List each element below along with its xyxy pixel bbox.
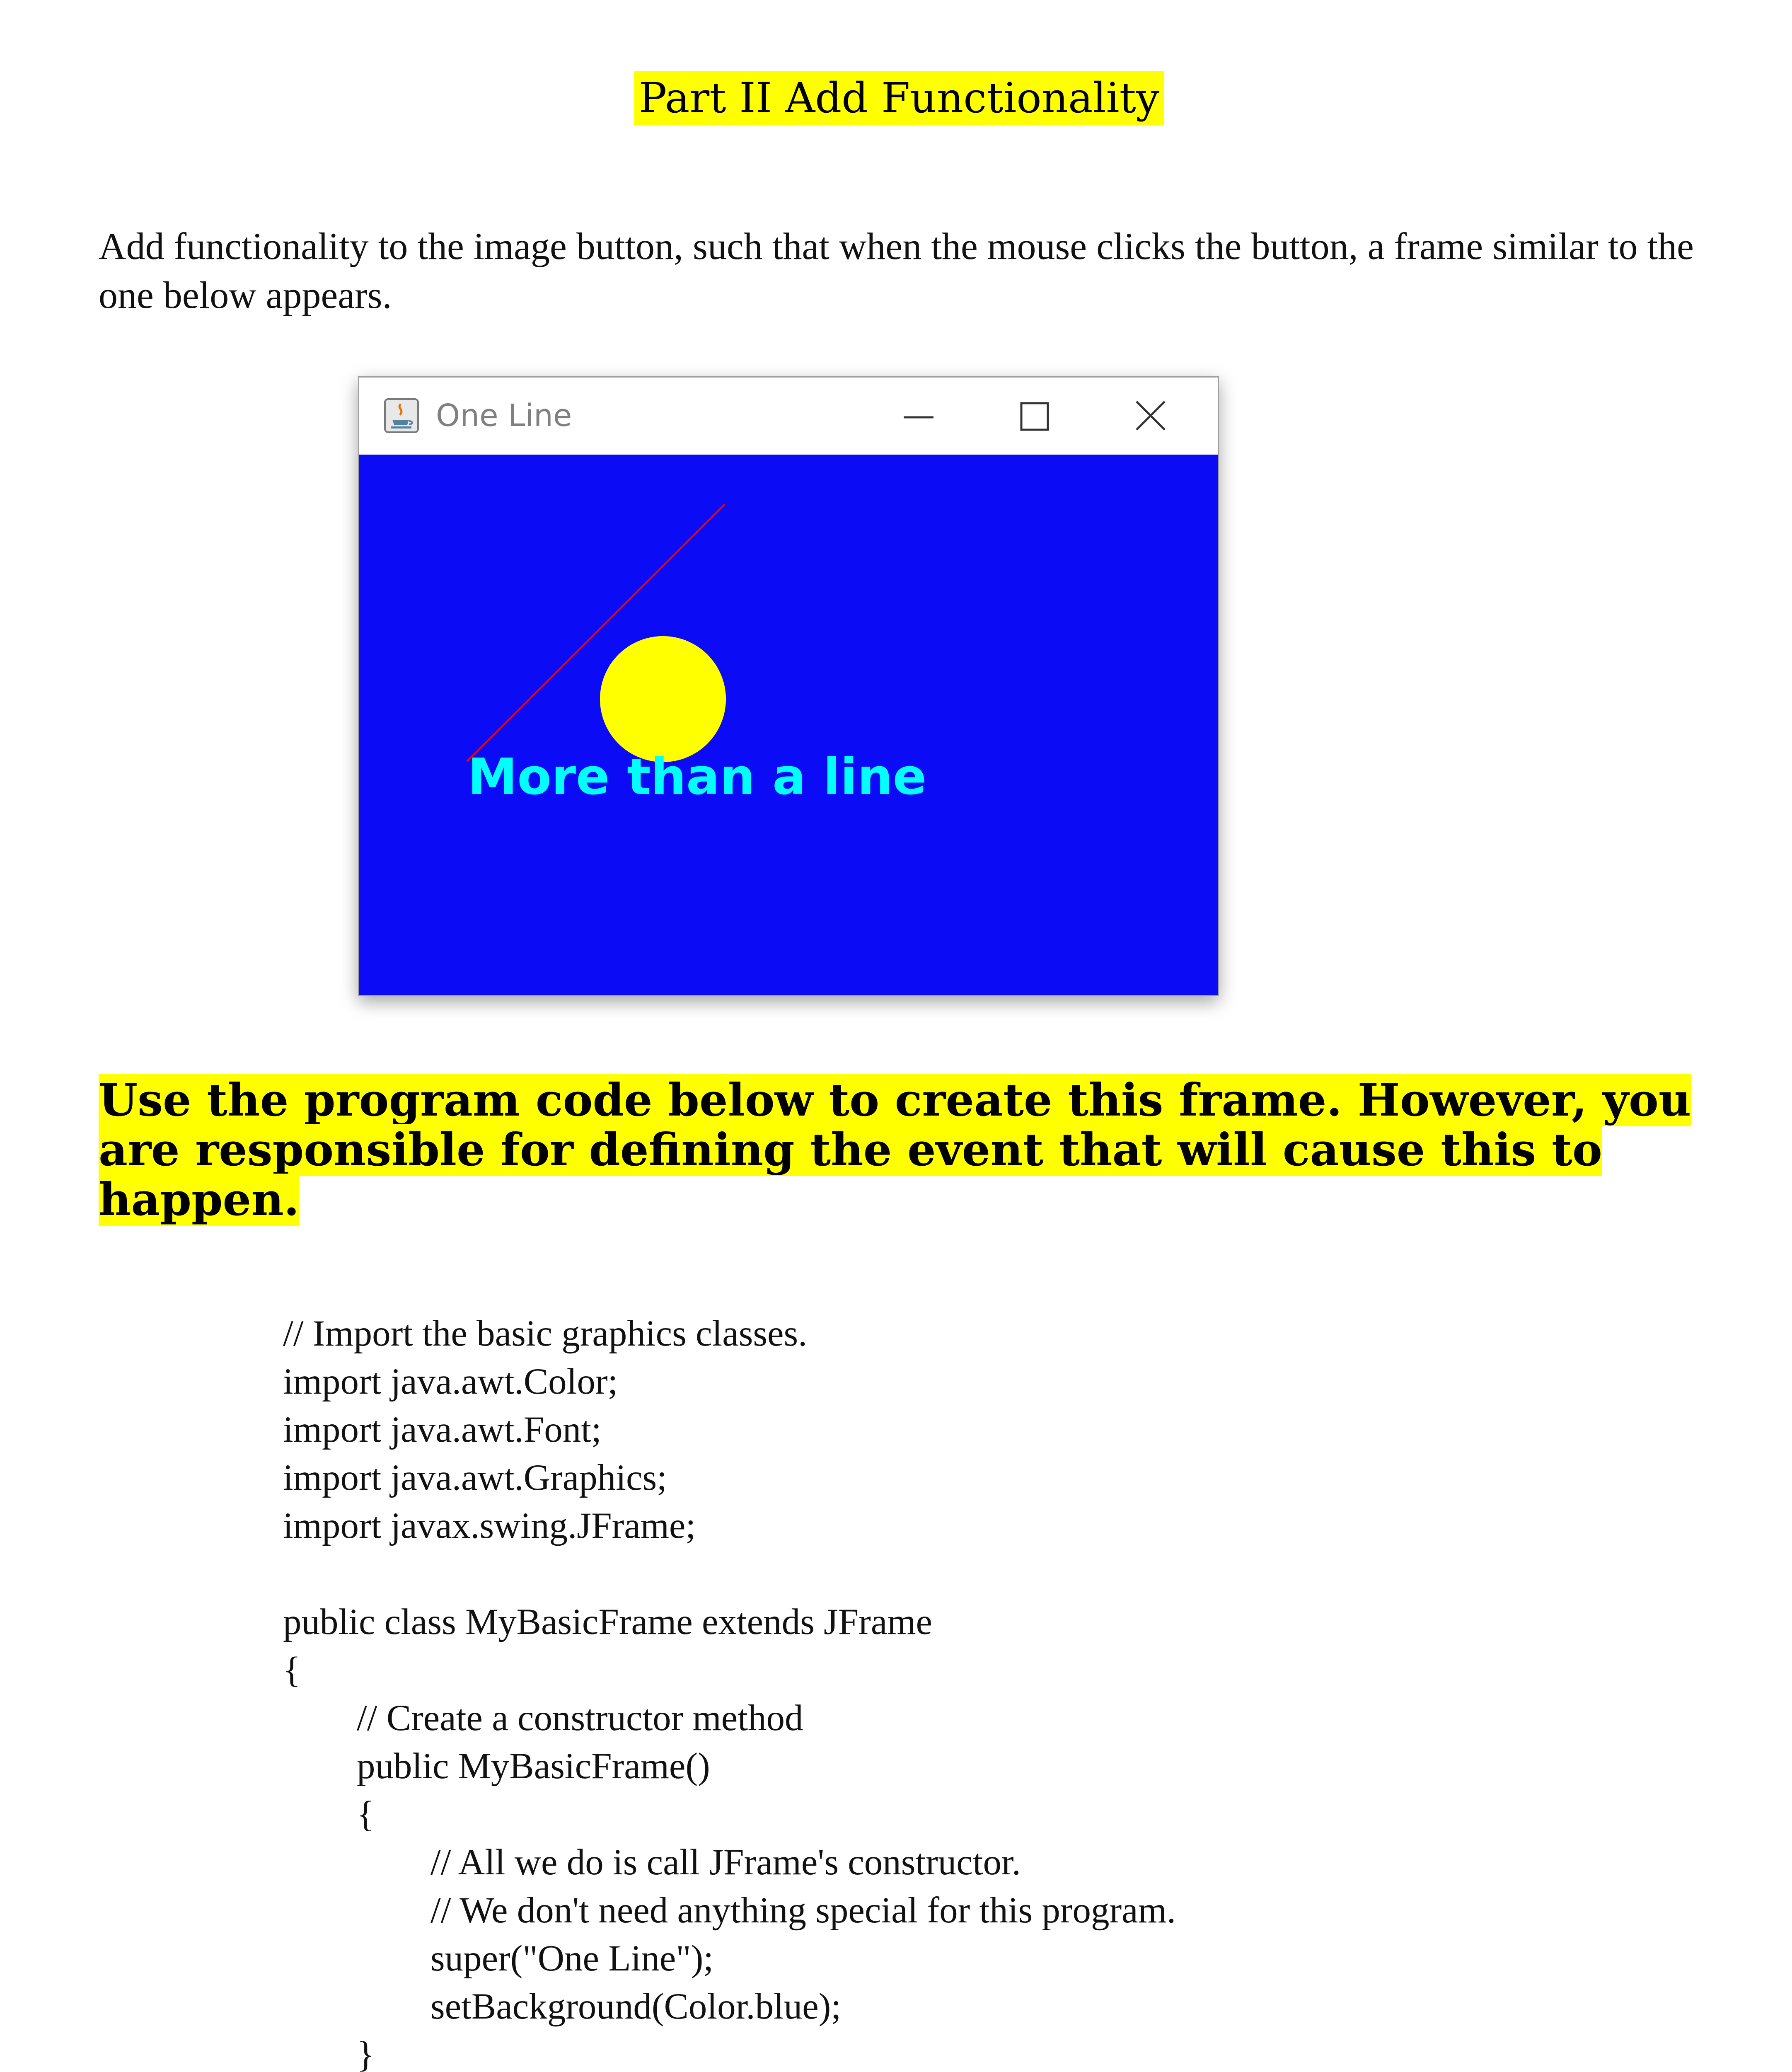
page-title: Part II Add Functionality — [634, 71, 1164, 125]
canvas-drawing — [359, 455, 1218, 995]
code-line: // All we do is call JFrame's constructor. — [283, 1842, 1021, 1883]
window-title: One Line — [436, 398, 572, 433]
code-line: setBackground(Color.blue); — [283, 1986, 842, 2027]
code-line: { — [283, 1794, 375, 1835]
code-listing — [283, 1310, 1185, 2072]
window-titlebar — [359, 378, 1218, 455]
code-line: } — [283, 2034, 375, 2072]
code-line — [283, 1550, 1185, 1598]
code-line: public class MyBasicFrame extends JFrame — [283, 1602, 933, 1642]
close-icon[interactable] — [1126, 394, 1175, 440]
code-line: import java.awt.Font; — [283, 1409, 602, 1450]
code-line: { — [283, 1650, 301, 1690]
java-icon — [384, 398, 419, 433]
code-line: // Import the basic graphics classes. — [283, 1313, 808, 1354]
instruction-text — [99, 1075, 1694, 1225]
code-line: import javax.swing.JFrame; — [283, 1506, 696, 1546]
canvas-text: More than a line — [468, 748, 927, 806]
yellow-circle — [600, 636, 726, 762]
minimize-icon[interactable] — [894, 394, 943, 440]
window-canvas — [359, 455, 1218, 995]
example-window — [358, 376, 1219, 996]
instruction-highlight: Use the program code below to create this frame. However, you are responsible for defining the event that will cause this to happen. — [99, 1074, 1691, 1226]
code-line: public MyBasicFrame() — [283, 1746, 710, 1786]
code-line: // We don't need anything special for this program. — [283, 1890, 1176, 1931]
code-line: import java.awt.Graphics; — [283, 1457, 667, 1498]
code-line: super("One Line"); — [283, 1938, 714, 1979]
maximize-icon[interactable] — [1010, 394, 1059, 440]
intro-paragraph: Add functionality to the image button, such that when the mouse clicks the button, a frame similar to the one below appears. — [99, 225, 1694, 316]
code-line: // Create a constructor method — [283, 1698, 803, 1738]
code-line: import java.awt.Color; — [283, 1361, 618, 1402]
